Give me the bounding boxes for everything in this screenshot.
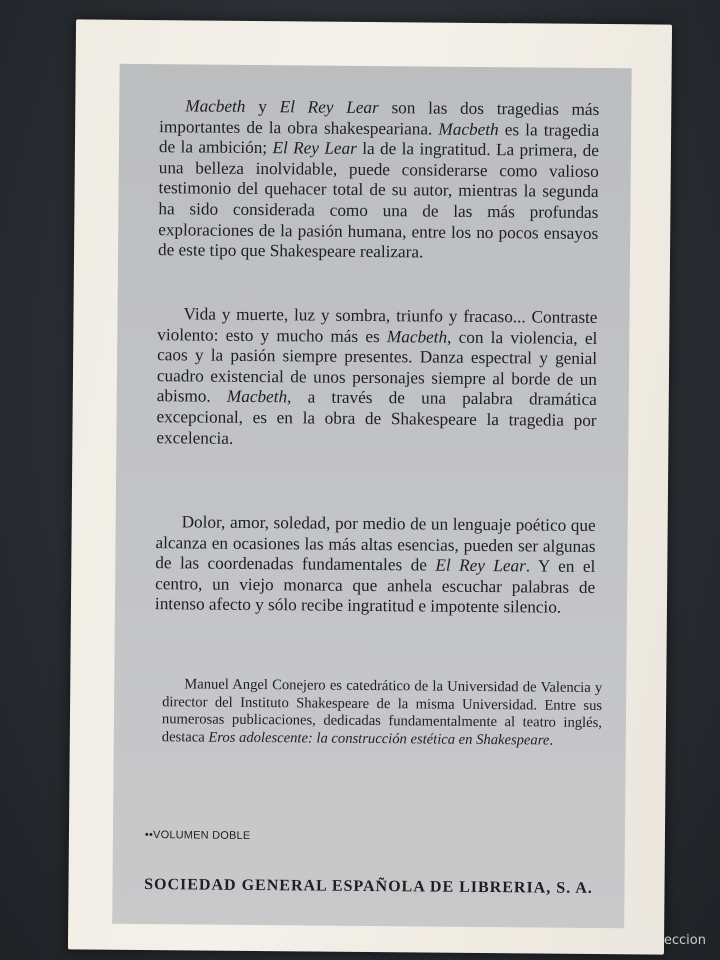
publisher-name: SOCIEDAD GENERAL ESPAÑOLA DE LIBRERIA, S. A. [144,876,593,897]
blurb-paragraph-3: Dolor, amor, soledad, por medio de un lenguaje poético que alcanza en ocasiones las más altas esencias, pueden ser algunas de las coordenadas fundamentales de El Rey Lear. Y en el centro, un viejo monarca que anhela escuchar palabras de intenso afecto y sólo recibe ingratitud e impotente silencio. [154,512,596,618]
blurb-paragraph-1: Macbeth y El Rey Lear son las dos tragedias más importantes de la obra shakespeariana. Macbeth es la tragedia de la ambición; El Rey Lear la de la ingratitud. La primera, de una belleza inolvidable, puede considerarse como valioso testimonio del quehacer total de su autor, mientras la segunda ha sido considerada como una de las más profundas exploraciones de la pasión humana, entre los no pocos ensayos de este tipo que Shakespeare realizara. [157,96,600,262]
blurb-paragraph-2: Vida y muerte, luz y sombra, triunfo y fracaso... Contraste violento: esto y mucho más es Macbeth, con la violencia, el caos y la pasión siempre presentes. Danza espectral y genial cuadro existencial de unos personajes siempre al borde de un abismo. Macbeth, a través de una palabra dramática excepcional, es en la obra de Shakespeare la tragedia por excelencia. [156,304,598,448]
book-back-cover [68,19,672,954]
volume-note: ••VOLUMEN DOBLE [144,829,251,842]
watermark-logo: todocoleccion [615,933,706,948]
author-bio: Manuel Angel Conejero es catedrático de la Universidad de Valencia y director del Instituto Shakespeare de la misma Universidad. Entre sus numerosas publicaciones, dedicadas fundamentalmente al teatro inglés, destaca Eros adolescente: la construcción estética en Shakespeare. [161,676,603,749]
grey-text-panel [112,64,631,928]
